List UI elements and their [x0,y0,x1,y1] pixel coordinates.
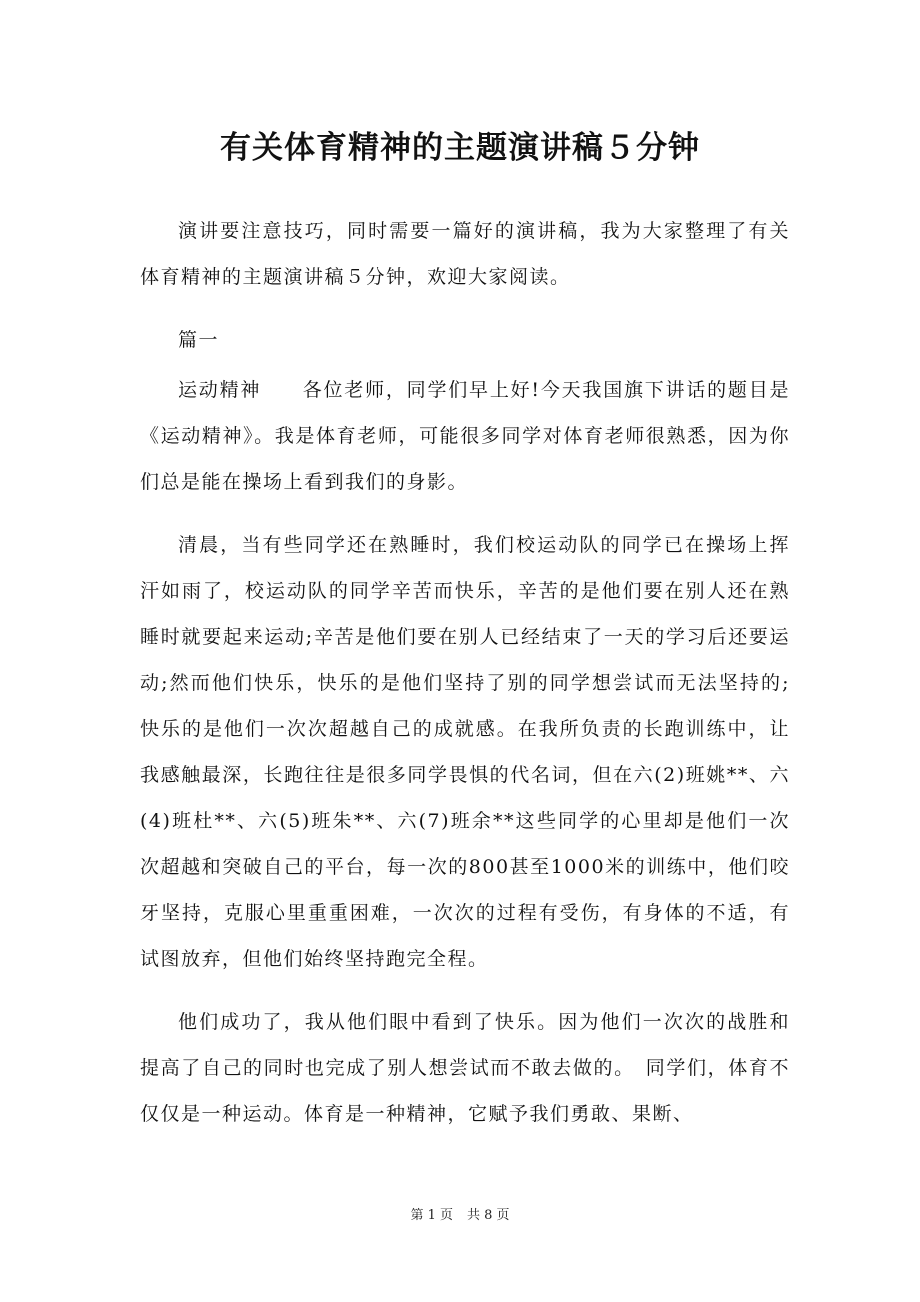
document-title: 有关体育精神的主题演讲稿５分钟 [220,130,700,166]
body-paragraph: 运动精神 各位老师，同学们早上好!今天我国旗下讲话的题目是《运动精神》。我是体育老师，可能很多同学对体育老师很熟悉，因为你们总是能在操场上看到我们的身影。 [140,379,790,493]
page-total: 共 8 页 [467,1208,510,1223]
intro-paragraph: 演讲要注意技巧，同时需要一篇好的演讲稿，我为大家整理了有关体育精神的主题演讲稿５分钟，欢迎大家阅读。 [140,220,790,288]
body-paragraph: 他们成功了，我从他们眼中看到了快乐。因为他们一次次的战胜和提高了自己的同时也完成了别人想尝试而不敢去做的。 同学们，体育不仅仅是一种运动。体育是一种精神，它赋予我们勇敢、果断、 [140,1011,790,1125]
body-paragraph: 清晨，当有些同学还在熟睡时，我们校运动队的同学已在操场上挥汗如雨了，校运动队的同学辛苦而快乐，辛苦的是他们要在别人还在熟睡时就要起来运动;辛苦是他们要在别人已经结束了一天的学习后还要运动;然而他们快乐，快乐的是他们坚持了别的同学想尝试而无法坚持的;快乐的是他们一次次超越自己的成就感。在我所负责的长跑训练中，让我感触最深，长跑往往是很多同学畏惧的代名词，但在六(2)班姚**、六(4)班杜**、六(5)班朱**、六(7)班余**这些同学的心里却是他们一次次超越和突破自己的平台，每一次的800甚至1000米的训练中，他们咬牙坚持，克服心里重重困难，一次次的过程有受伤，有身体的不适，有试图放弃，但他们始终坚持跑完全程。 [140,534,790,970]
page-number: 第 1 页 [410,1208,453,1223]
page-footer [0,1207,920,1225]
document-body [140,208,790,1154]
section-heading: 篇一 [178,329,220,351]
